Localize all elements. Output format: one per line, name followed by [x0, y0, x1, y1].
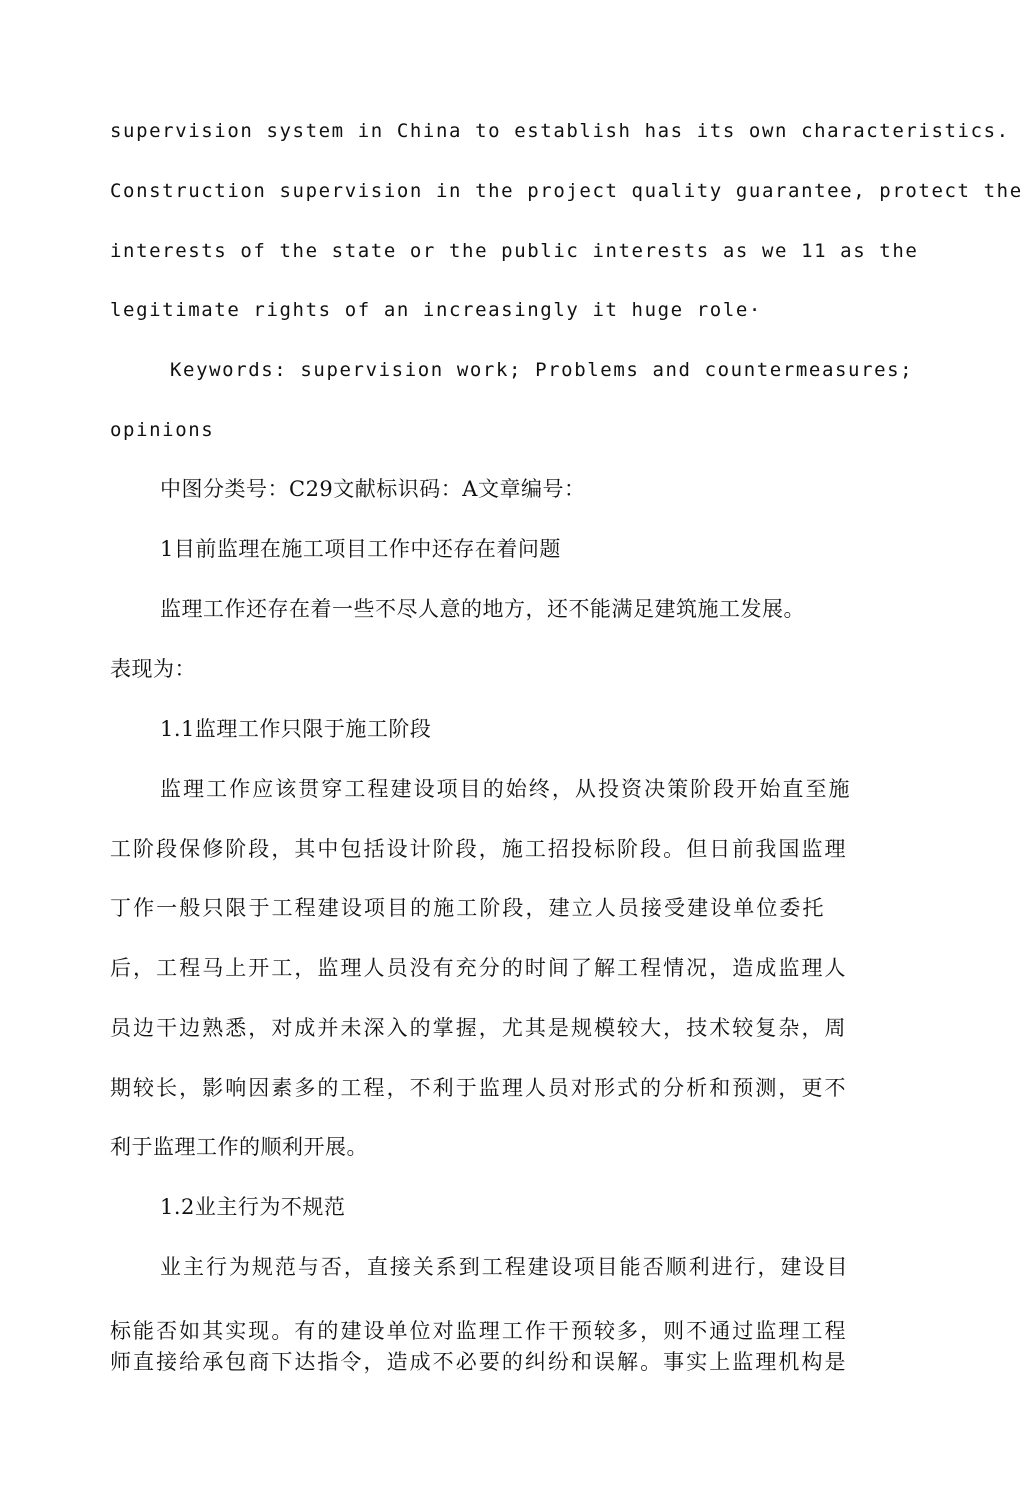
section-1-2-line-1: 业主行为规范与否，直接关系到工程建设项目能否顺利进行，建设目 [160, 1255, 848, 1279]
section-1-heading: 1目前监理在施工项目工作中还存在着问题 [160, 537, 561, 561]
section-1-1-line-7: 利于监理工作的顺利开展。 [110, 1135, 368, 1159]
section-1-1-line-5: 员边干边熟悉，对成并未深入的掌握，尤其是规模较大，技术较复杂，周 [110, 1016, 846, 1040]
keywords-continuation: opinions [110, 419, 215, 441]
section-1-intro-line-2: 表现为： [110, 657, 196, 681]
section-1-1-line-1: 监理工作应该贯穿工程建设项目的始终，从投资决策阶段开始直至施 [160, 777, 850, 801]
classification-line: 中图分类号：C29文献标识码：A文章编号： [160, 477, 586, 501]
section-1-1-line-4: 后，工程马上开工，监理人员没有充分的时间了解工程情况，造成监理人 [110, 956, 846, 980]
section-1-1-heading: 1.1监理工作只限于施工阶段 [160, 717, 432, 741]
section-1-2-line-2: 标能否如其实现。有的建设单位对监理工作干预较多，则不通过监理工程 [110, 1319, 846, 1343]
section-1-1-line-3: 丁作一般只限于工程建设项目的施工阶段，建立人员接受建设单位委托 [110, 896, 824, 920]
keywords-line: Keywords: supervision work; Problems and countermeasures; [170, 359, 914, 381]
abstract-line-2: Construction supervision in the project quality guarantee, protect the [110, 180, 1023, 202]
abstract-line-1: supervision system in China to establish has its own characteristics. [110, 120, 1010, 142]
section-1-1-line-2: 工阶段保修阶段，其中包括设计阶段，施工招投标阶段。但日前我国监理 [110, 837, 846, 861]
section-1-2-line-3: 师直接给承包商下达指令，造成不必要的纠纷和误解。事实上监理机构是 [110, 1350, 846, 1374]
section-1-2-heading: 1.2业主行为不规范 [160, 1195, 346, 1219]
section-1-1-line-6: 期较长，影响因素多的工程，不利于监理人员对形式的分析和预测，更不 [110, 1076, 846, 1100]
abstract-line-3: interests of the state or the public interests as we 11 as the [110, 240, 919, 262]
section-1-intro-line-1: 监理工作还存在着一些不尽人意的地方，还不能满足建筑施工发展。 [160, 597, 805, 621]
abstract-line-4: legitimate rights of an increasingly it huge role· [110, 299, 762, 321]
